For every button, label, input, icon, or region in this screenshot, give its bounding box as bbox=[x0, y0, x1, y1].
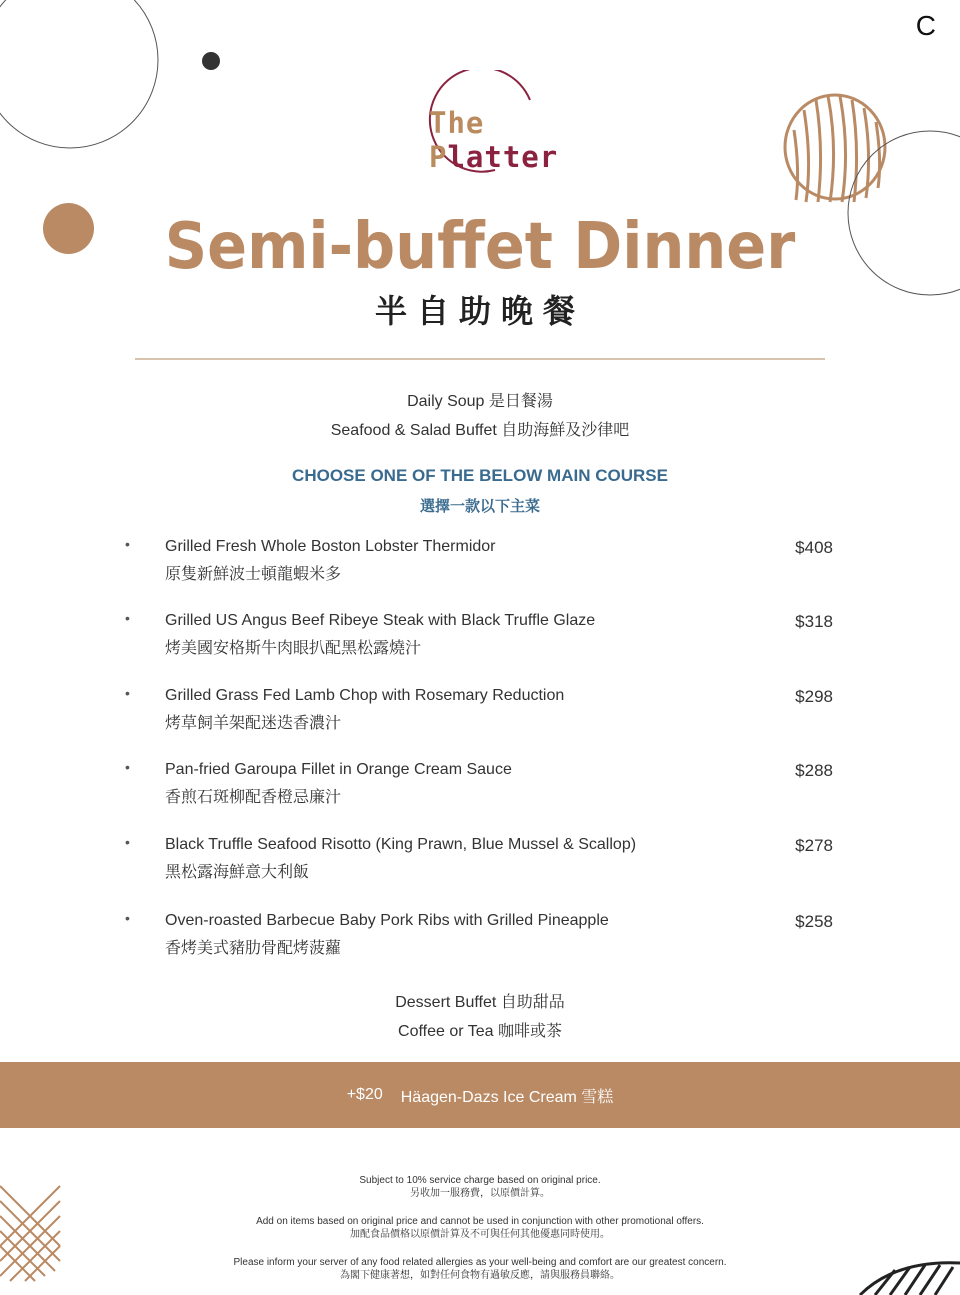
note-en: Subject to 10% service charge based on original price. bbox=[359, 1175, 601, 1186]
note-zh: 為閣下健康著想，如對任何食物有過敏反應，請與服務員聯絡。 bbox=[340, 1270, 620, 1281]
note-en: Please inform your server of any food related allergies as your well-being and comfort are our greatest concern. bbox=[233, 1257, 727, 1268]
section-heading-zh: 選擇一款以下主菜 bbox=[419, 498, 540, 515]
bullet: • bbox=[125, 759, 130, 775]
bullet: • bbox=[125, 610, 130, 626]
menu-item-name: Grilled Fresh Whole Boston Lobster Thermidor bbox=[165, 538, 496, 555]
bullet: • bbox=[125, 834, 130, 850]
menu-item-name-zh: 原隻新鮮波士頓龍蝦米多 bbox=[165, 566, 342, 583]
menu-item-price: $278 bbox=[795, 836, 833, 855]
menu-item-name-zh: 香烤美式豬肋骨配烤菠蘿 bbox=[165, 940, 342, 957]
menu-item-name-zh: 黑松露海鮮意大利飯 bbox=[165, 864, 310, 881]
menu-item bbox=[125, 761, 845, 811]
note-allergy bbox=[0, 1256, 960, 1282]
menu-item-name-zh: 烤美國安格斯牛肉眼扒配黑松露燒汁 bbox=[165, 640, 422, 657]
menu-item-name: Black Truffle Seafood Risotto (King Prawn, Blue Mussel & Scallop) bbox=[165, 836, 637, 853]
divider bbox=[135, 358, 825, 360]
menu-item-name: Pan-fried Garoupa Fillet in Orange Cream Sauce bbox=[165, 761, 512, 778]
page-title: Semi-buffet Dinner bbox=[164, 210, 796, 284]
outro-line-coffee: Coffee or Tea 咖啡或茶 bbox=[398, 1023, 562, 1040]
menu-item-name: Oven-roasted Barbecue Baby Pork Ribs with Grilled Pineapple bbox=[165, 912, 609, 929]
note-service-charge bbox=[0, 1174, 960, 1200]
logo-text-part2: latter bbox=[447, 140, 559, 174]
corner-letter: C bbox=[915, 10, 936, 41]
addon-band bbox=[0, 1062, 960, 1128]
menu-item bbox=[125, 612, 845, 662]
menu-item bbox=[125, 912, 845, 962]
note-zh: 另收加一服務費，以原價計算。 bbox=[410, 1188, 550, 1199]
menu-item-price: $288 bbox=[795, 761, 833, 780]
menu-item-price: $318 bbox=[795, 612, 833, 631]
menu-item bbox=[125, 538, 845, 588]
menu-item-name-zh: 香煎石斑柳配香橙忌廉汁 bbox=[165, 789, 342, 806]
note-zh: 加配食品價格以原價計算及不可與任何其他優惠同時使用。 bbox=[350, 1229, 610, 1240]
menu-item bbox=[125, 687, 845, 737]
section-heading: CHOOSE ONE OF THE BELOW MAIN COURSE bbox=[292, 466, 668, 485]
note-add-on bbox=[0, 1215, 960, 1241]
decor-circle-top-left bbox=[0, 0, 170, 190]
intro-line-soup: Daily Soup 是日餐湯 bbox=[407, 393, 553, 410]
bullet: • bbox=[125, 910, 130, 926]
menu-item-price: $298 bbox=[795, 687, 833, 706]
menu-item bbox=[125, 836, 845, 886]
logo-text-part1: The P bbox=[429, 106, 485, 174]
page-subtitle: 半自助晚餐 bbox=[374, 293, 585, 329]
bullet: • bbox=[125, 536, 130, 552]
menu-item-price: $258 bbox=[795, 912, 833, 931]
bullet: • bbox=[125, 685, 130, 701]
menu-item-name: Grilled US Angus Beef Ribeye Steak with Black Truffle Glaze bbox=[165, 612, 596, 629]
addon-label: Häagen-Dazs Ice Cream 雪糕 bbox=[400, 1088, 614, 1106]
menu-item-name: Grilled Grass Fed Lamb Chop with Rosemary Reduction bbox=[165, 687, 565, 704]
decor-dot-dark bbox=[202, 52, 220, 70]
menu-item-price: $408 bbox=[795, 538, 833, 557]
intro-line-buffet: Seafood & Salad Buffet 自助海鮮及沙律吧 bbox=[330, 422, 630, 439]
addon-price: +$20 bbox=[346, 1086, 383, 1103]
logo-text bbox=[429, 106, 570, 174]
logo bbox=[400, 70, 570, 180]
outro-line-dessert: Dessert Buffet 自助甜品 bbox=[395, 994, 565, 1011]
menu-item-name-zh: 烤草飼羊架配迷迭香濃汁 bbox=[165, 715, 342, 732]
note-en: Add on items based on original price and cannot be used in conjunction with other promotional offers. bbox=[256, 1216, 704, 1227]
